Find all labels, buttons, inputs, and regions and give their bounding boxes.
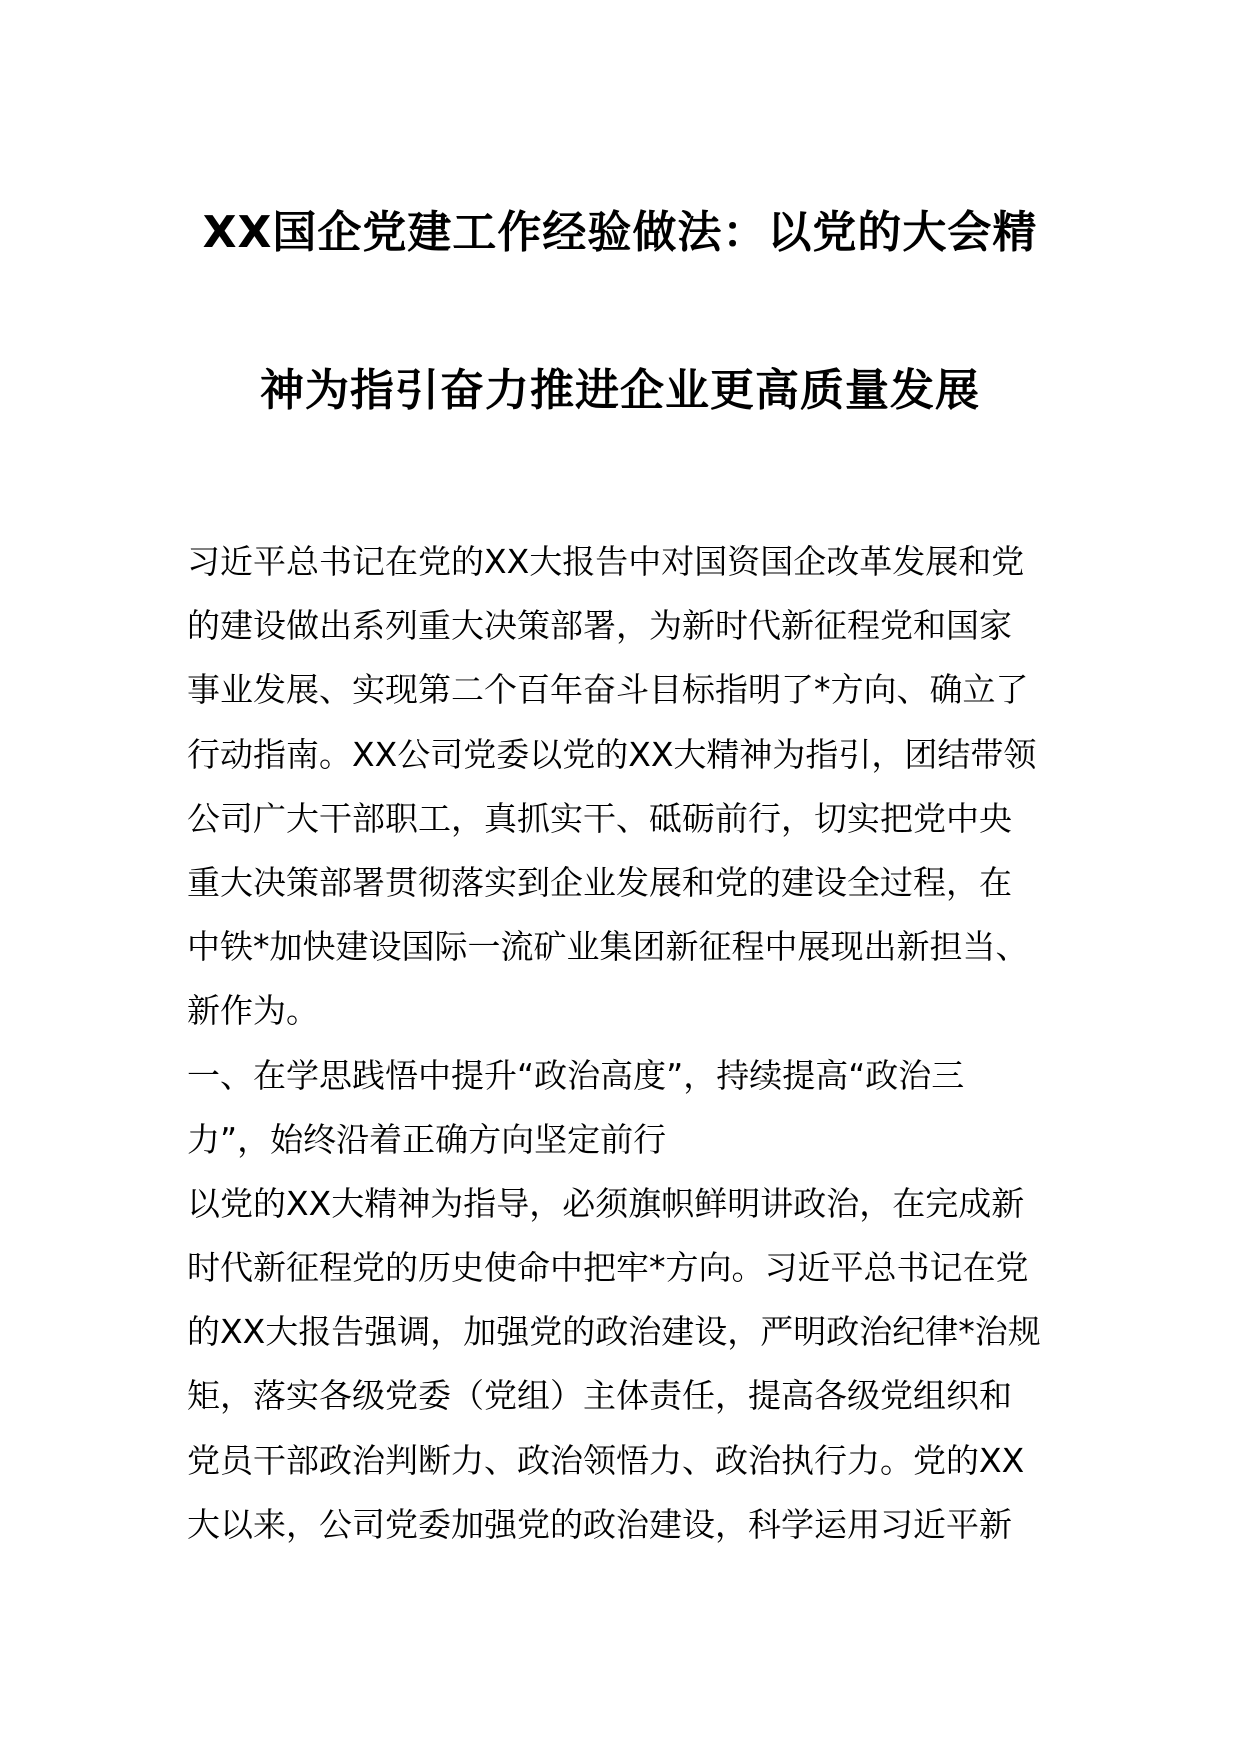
body-line: 公司广大干部职工，真抓实干、砥砺前行，切实把党中央	[187, 798, 1012, 838]
body-line: 时代新征程党的历史使命中把牢*方向。习近平总书记在党	[187, 1248, 1029, 1288]
body-line: 中铁*加快建设国际一流矿业集团新征程中展现出新担当、	[187, 927, 1029, 967]
body-line: 新作为。	[187, 991, 319, 1031]
section-heading-line: 一、在学思践悟中提升“政治高度”，持续提高“政治三	[187, 1055, 965, 1095]
body-line: 的建设做出系列重大决策部署，为新时代新征程党和国家	[187, 606, 1012, 646]
body-line: 大以来，公司党委加强党的政治建设，科学运用习近平新	[187, 1504, 1012, 1544]
body-line: 习近平总书记在党的XX大报告中对国资国企改革发展和党	[187, 542, 1025, 581]
document-title-line-1: XX国企党建工作经验做法：以党的大会精	[202, 207, 1038, 258]
body-line: 行动指南。XX公司党委以党的XX大精神为指引，团结带领	[187, 734, 1037, 774]
body-line: 以党的XX大精神为指导，必须旗帜鲜明讲政治，在完成新	[187, 1183, 1025, 1223]
document-body	[187, 530, 1057, 1557]
body-line: 事业发展、实现第二个百年奋斗目标指明了*方向、确立了	[187, 670, 1029, 710]
body-line: 的XX大报告强调，加强党的政治建设，严明政治纪律*治规	[187, 1312, 1041, 1352]
body-line: 重大决策部署贯彻落实到企业发展和党的建设全过程，在	[187, 862, 1012, 902]
body-line: 党员干部政治判断力、政治领悟力、政治执行力。党的XX	[187, 1440, 1025, 1480]
section-heading-line: 力”，始终沿着正确方向坚定前行	[187, 1119, 667, 1159]
body-line: 矩，落实各级党委（党组）主体责任，提高各级党组织和	[187, 1376, 1012, 1416]
document-title-line-2: 神为指引奋力推进企业更高质量发展	[260, 365, 980, 416]
